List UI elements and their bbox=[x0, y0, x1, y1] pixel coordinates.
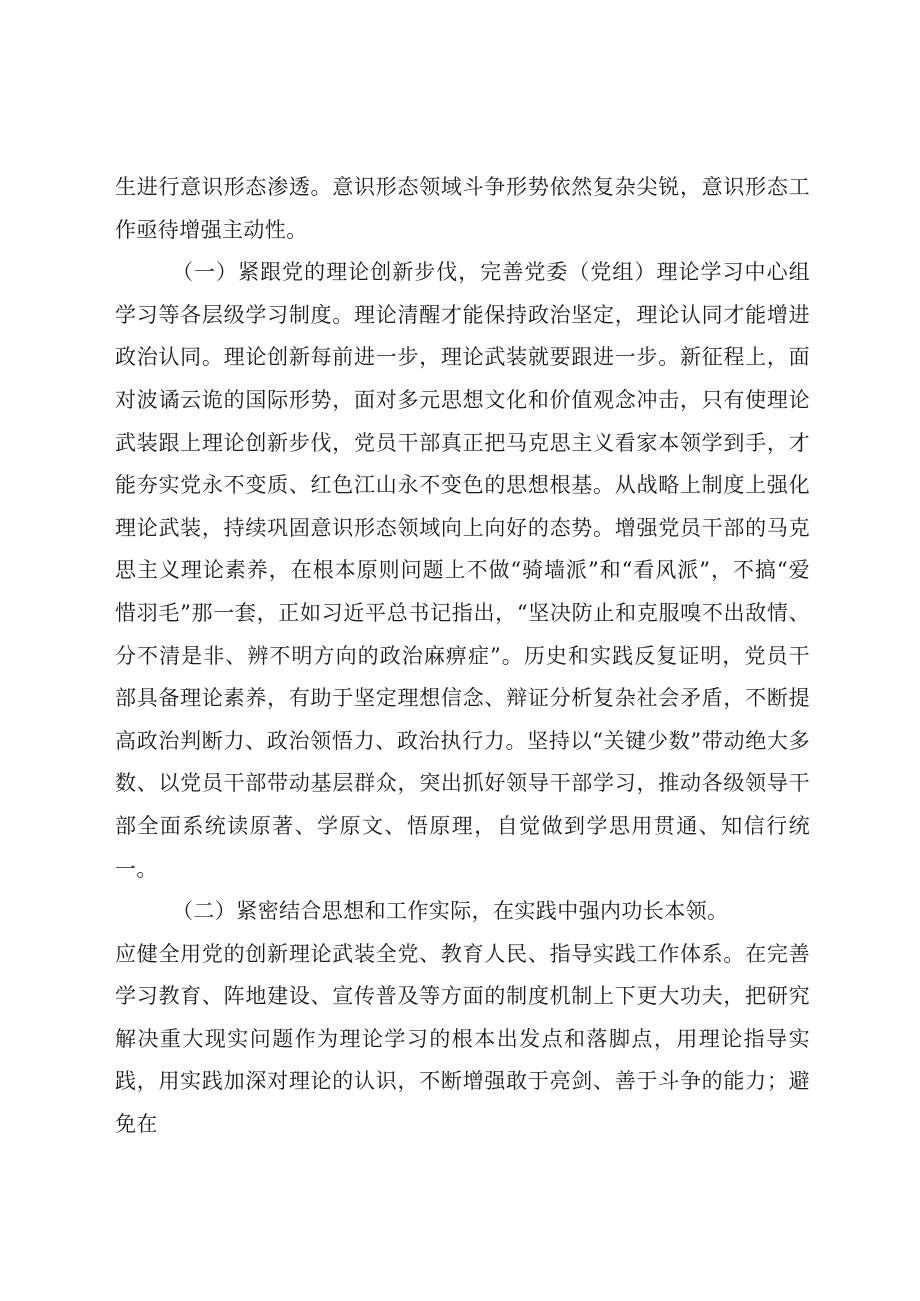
document-body bbox=[115, 166, 810, 1146]
paragraph-section-2-body: 应健全用党的创新理论武装全党、教育人民、指导实践工作体系。在完善学习教育、阵地建设、宣传普及等方面的制度机制上下更大功夫，把研究解决重大现实问题作为理论学习的根本出发点和落脚点，用理论指导实践，用实践加深对理论的认识，不断增强敢于亮剑、善于斗争的能力；避免在 bbox=[115, 941, 810, 1137]
paragraph-section-1: （一）紧跟党的理论创新步伐，完善党委（党组）理论学习中心组学习等各层级学习制度。理论清醒才能保持政治坚定，理论认同才能增进政治认同。理论创新每前进一步，理论武装就要跟进一步。新征程上，面对波谲云诡的国际形势，面对多元思想文化和价值观念冲击，只有使理论武装跟上理论创新步伐，党员干部真正把马克思主义看家本领学到手，才能夯实党永不变质、红色江山永不变色的思想根基。从战略上制度上强化理论武装，持续巩固意识形态领域向上向好的态势。增强党员干部的马克思主义理论素养，在根本原则问题上不做“骑墙派”和“看风派”，不搞“爱惜羽毛”那一套，正如习近平总书记指出，“坚决防止和克服嗅不出敌情、分不清是非、辨不明方向的政治麻痹症”。历史和实践反复证明，党员干部具备理论素养，有助于坚定理想信念、辩证分析复杂社会矛盾，不断提高政治判断力、政治领悟力、政治执行力。坚持以“关键少数”带动绝大多数、以党员干部带动基层群众，突出抓好领导干部学习，推动各级领导干部全面系统读原著、学原文、悟原理，自觉做到学思用贯通、知信行统一。 bbox=[115, 260, 810, 881]
paragraph-section-2-heading: （二）紧密结合思想和工作实际，在实践中强内功长本领。 bbox=[172, 899, 729, 924]
paragraph-continuation: 生进行意识形态渗透。意识形态领域斗争形势依然复杂尖锐，意识形态工作亟待增强主动性。 bbox=[115, 175, 810, 242]
